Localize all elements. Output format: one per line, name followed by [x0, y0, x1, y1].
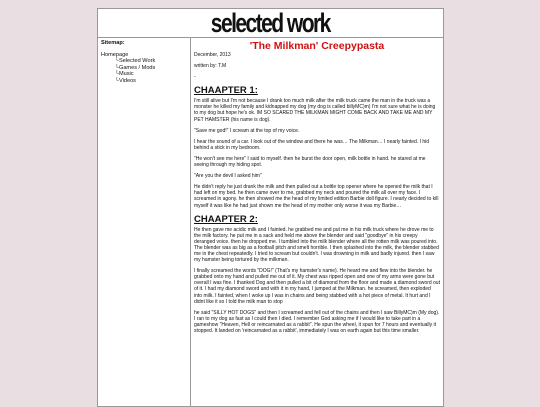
chapter-2-heading: CHAAPTER 2: — [194, 213, 258, 225]
chapter-1-paragraph: "He won't see me here" I said to myself. then he burst the door open, milk bottle in hand. he stared at me seeing through my hiding spot. — [194, 155, 426, 169]
post-author: written by: T.M — [194, 63, 227, 70]
sidebar-item-videos[interactable]: └ Videos — [115, 78, 190, 85]
chapter-1-paragraph: I hear the sound of a car. I look out of the window and there he was… The Milkman… I nearly fainted. I hid behind a stick in my bedroom. — [194, 138, 430, 151]
post-separator: - — [194, 74, 196, 81]
main-content — [191, 38, 443, 407]
sidebar-subitems — [101, 58, 190, 84]
page-container — [97, 8, 444, 407]
chapter-1-paragraph: I'm still alive but I'm not because I drank too much milk after the milk truck came the man in the truck was a monster he killed my family and kidnapped my dog (my dog is called billyMC)m) I'm not sure what he is doing to my dog but hope he's ok. IM SO SCARED THE MILKMAN MIGHT COME BACK AND TAKE ME AND MY PET HAMSTER (his name is dog). — [194, 98, 436, 123]
post-date: December, 2013 — [194, 52, 231, 58]
sidebar-item-games-mods[interactable]: └ Games / Mods — [115, 65, 190, 72]
chapter-1-heading: CHAAPTER 1: — [194, 85, 258, 97]
sidebar-item-homepage[interactable]: Homepage — [101, 51, 129, 58]
chapter-1-paragraph: He didn't reply he just drank the milk and then pulled out a bottle top opener where he opened the milk that I had left on my bed. he then came over to me, grabbed my neck and poured the milk all over my face. I screamed in agony. he then showed me the head of my limited edition Barbie doll figure. I nearly decided to kill myself it was like he had just shown me the head of my mother only worse it was my Barbie… — [194, 184, 439, 209]
sitemap-title: Sitemap: — [101, 40, 125, 46]
post-title: 'The Milkman' Creepypasta — [249, 40, 385, 52]
chapter-1-paragraph: "Save me god!" I scream at the top of my voice. — [194, 127, 300, 134]
chapter-2-paragraph: he said "SILLY HOT DOGS" and then I screamed and fell out of the chains and then I saw BillyMC)m (My dog). I ran to my dog as fast as I could then I died. I remember God asking me if I would like to take part in a gameshow "Heaven, Hell or reincarnated as a rabbit". He spun the wheel, it spun for 7 hours and eventually it stopped. It landed on 'reincarnated as a rabbit', immediately I was on earth again but this time smaller. — [194, 309, 440, 334]
site-logo[interactable]: selected work — [210, 8, 331, 38]
sidebar — [98, 38, 191, 407]
chapter-2-paragraph: I finally screamed the words "DOG!" (That's my hamster's name). He heard me and flew into the blender. he grabbed onto my hand and pulled me out of it. My chest was ripped open and one of my arms were gone but overall I was fine. I thanked Dog and then pulled a bit of diamond from the floor and made a diamond sword out of it. I had my diamond sword and with it in my hand, I jumped at the Milkman. he screamed, then exploded into milk. I fainted, when I woke up I was in chains and being stabbed with a hot piece of metal. It hurt and I didnt like it so I told the milk man to stop — [194, 268, 440, 305]
post-meta — [194, 52, 440, 80]
chapter-1-paragraph: "Are you the devil I asked him" — [194, 173, 262, 180]
sidebar-item-selected-work[interactable]: └ Selected Work — [115, 58, 190, 65]
site-header — [98, 9, 443, 38]
sidebar-item-music[interactable]: └ Music — [115, 71, 190, 78]
chapter-2-paragraph: He then gave me acidic milk and I fainted. he grabbed me and put me in his milk truck where he drove me to the milk factory. he put me in a sack and held me above the blender and said "goodbye" in his creepy deranged voice. then he dropped me. I tumbled into the milk blender where all the rotten milk was poured into. The blender was as big as a football pitch and smelt horrible. I then splashed into the milk, the blender stabbed me in the chest repeatedly. I tried to scream but couldn't. I was drowning in milk and badly injured. then I saw my hamster being tortured by the milkman. — [194, 226, 439, 264]
